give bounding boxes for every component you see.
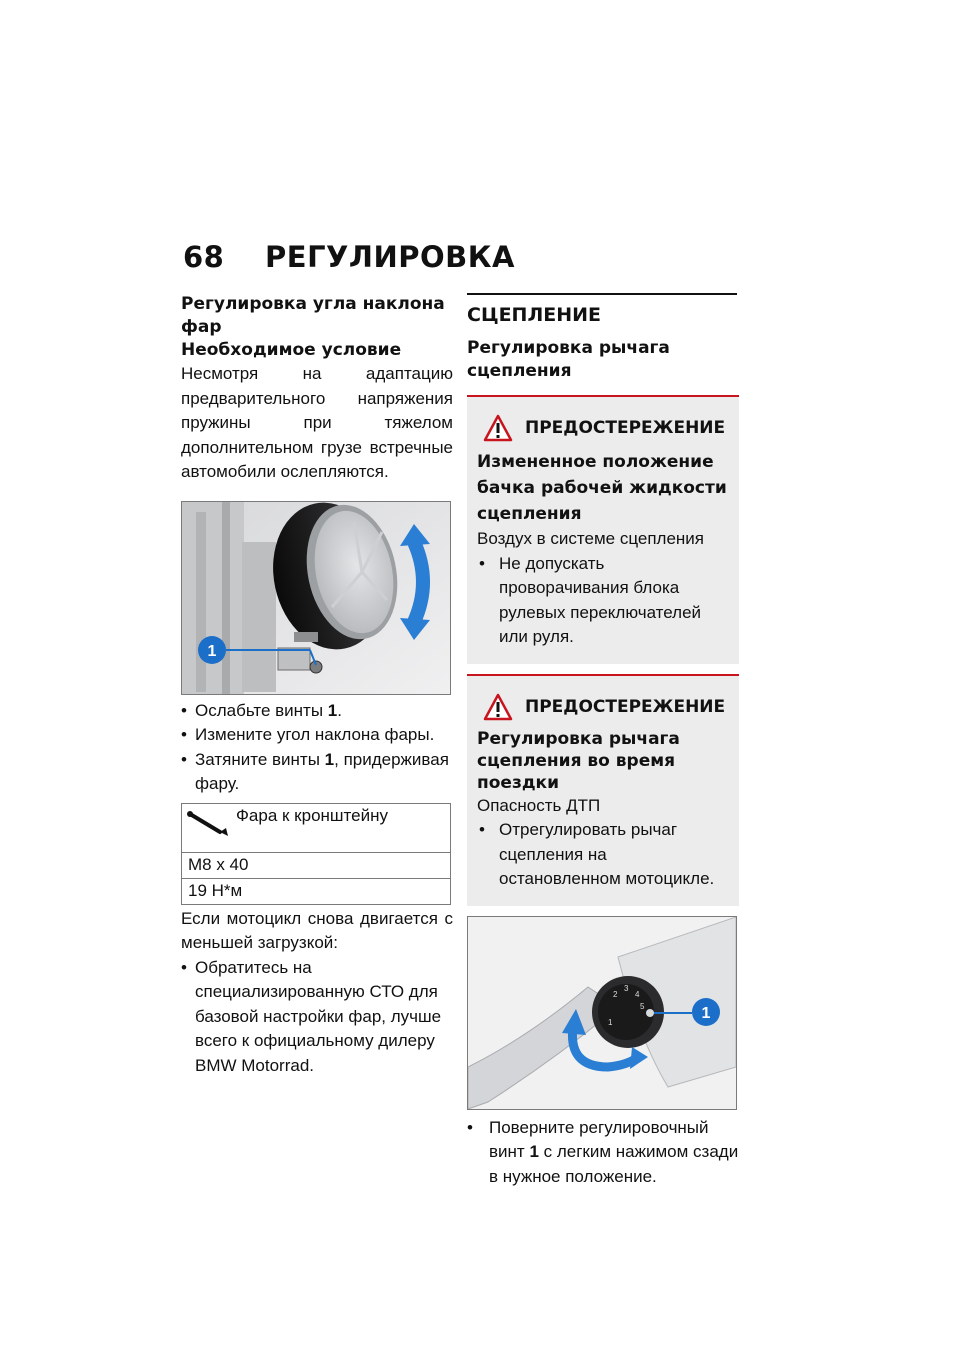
page-number: 68 [183, 240, 225, 274]
right-column [467, 293, 739, 1189]
warning-title: ПРЕДОСТЕРЕЖЕНИЕ [477, 411, 733, 445]
warning-bullet: • Не допускать проворачивания блока рулевых переключателей или руля. [477, 552, 733, 650]
warning-heading: Регулировка рычага сцепления во время поездки [477, 728, 680, 793]
headlight-intro: Несмотря на адаптацию предварительного напряжения пружины при тяжелом дополнительном грузе встречные автомобили ослепляются. [181, 364, 453, 481]
warning-text: Опасность ДТП [477, 795, 601, 815]
headlight-steps [181, 699, 453, 797]
torque-wrench-icon [186, 810, 230, 840]
warning-title: ПРЕДОСТЕРЕЖЕНИЕ [477, 690, 733, 724]
step-item: • Затяните винты 1, придерживая фару. [181, 748, 453, 797]
warning-triangle-icon [483, 693, 513, 721]
warning-triangle-icon [483, 414, 513, 442]
headlight-figure [181, 501, 451, 695]
section-divider [467, 293, 737, 295]
page-header [183, 240, 743, 280]
dealer-steps [181, 956, 453, 1079]
warning-box [467, 395, 739, 664]
dial-mark: 3 [624, 983, 629, 993]
condition-subheading: Необходимое условие [181, 340, 402, 360]
step-item: • Измените угол наклона фары. [181, 723, 453, 748]
warning-bullets [477, 818, 733, 892]
clutch-callout: 1 [701, 1004, 711, 1022]
torque-header [182, 804, 450, 852]
warning-bullets [477, 552, 733, 650]
chapter-title: РЕГУЛИРОВКА [265, 240, 515, 274]
torque-size: M8 x 40 [182, 852, 450, 878]
dial-mark: 5 [640, 1001, 645, 1011]
dial-mark: 1 [608, 1017, 613, 1027]
warning-box [467, 674, 739, 906]
torque-table [181, 803, 451, 905]
torque-value: 19 Н*м [182, 878, 450, 904]
clutch-heading: Регулировка рычага сцепления [467, 338, 670, 381]
step-item: • Поверните регулировочный винт 1 с легким нажимом сзади в нужное положение. [467, 1116, 739, 1190]
warning-text: Воздух в системе сцепления [477, 529, 705, 548]
load-note: Если мотоцикл снова двигается с меньшей загрузкой: [181, 908, 453, 952]
headlight-illustration [182, 502, 450, 694]
clutch-lever-illustration [468, 917, 736, 1109]
step-item: • Ослабьте винты 1. [181, 699, 453, 724]
clutch-steps [467, 1116, 739, 1190]
warning-heading: Измененное положение бачка рабочей жидкости сцепления [477, 452, 727, 524]
left-column [181, 293, 453, 1078]
section-title: СЦЕПЛЕНИЕ [467, 304, 601, 326]
dial-mark: 2 [613, 989, 618, 999]
headlight-heading: Регулировка угла наклона фар [181, 294, 445, 337]
clutch-lever-figure [467, 916, 737, 1110]
warning-bullet: • Отрегулировать рычаг сцепления на остановленном мотоцикле. [477, 818, 733, 892]
headlight-callout: 1 [207, 642, 217, 660]
torque-label: Фара к кронштейну [236, 805, 388, 825]
step-item: • Обратитесь на специализированную СТО для базовой настройки фар, лучше всего к официальному дилеру BMW Motorrad. [181, 956, 453, 1079]
dial-mark: 4 [635, 989, 640, 999]
